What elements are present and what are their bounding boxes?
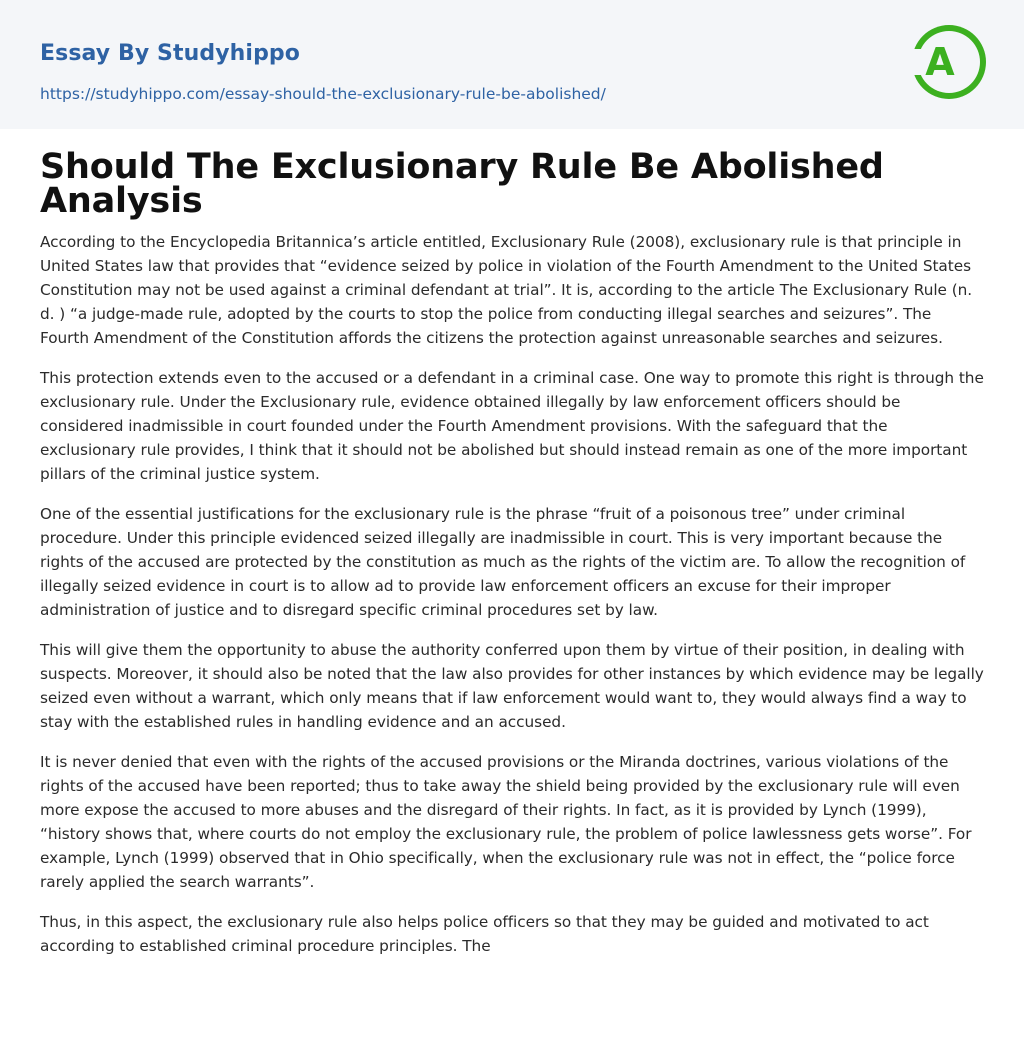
article-paragraph-4: This will give them the opportunity to abuse the authority conferred upon them by virtue of their position, in dealing with suspects. Moreover, it should also be noted that the law also provides for other instances by which evidence may be legally seized even without a warrant, which only means that if law enforcement would want to, they would always find a way to stay with the established rules in handling evidence and an accused.: [40, 641, 984, 731]
studyhippo-a-logo-icon[interactable]: [912, 19, 986, 105]
page-header: [0, 0, 1024, 129]
logo-letter: A: [925, 40, 955, 84]
article-paragraph-6: Thus, in this aspect, the exclusionary rule also helps police officers so that they may be guided and motivated to act according to established criminal procedure principles. The: [40, 913, 929, 955]
article-paragraph-1: According to the Encyclopedia Britannica’s article entitled, Exclusionary Rule (2008), exclusionary rule is that principle in United States law that provides that “evidence seized by police in violation of the Fourth Amendment to the United States Constitution may not be used against a criminal defendant at trial”. It is, according to the article The Exclusionary Rule (n. d. ) “a judge-made rule, adopted by the courts to stop the police from conducting illegal searches and seizures”. The Fourth Amendment of the Constitution affords the citizens the protection against unreasonable searches and seizures.: [40, 233, 973, 347]
article-paragraph-3: One of the essential justifications for the exclusionary rule is the phrase “fruit of a poisonous tree” under criminal procedure. Under this principle evidenced seized illegally are inadmissible in court. This is very important because the rights of the accused are protected by the constitution as much as the rights of the victim are. To allow the recognition of illegally seized evidence in court is to allow ad to provide law enforcement officers an excuse for their improper administration of justice and to disregard specific criminal procedures set by law.: [40, 505, 966, 619]
article-content: [40, 147, 984, 958]
article-paragraph-5: It is never denied that even with the rights of the accused provisions or the Miranda doctrines, various violations of the rights of the accused have been reported; thus to take away the shield being provided by the exclusionary rule will even more expose the accused to more abuses and the disregard of their rights. In fact, as it is provided by Lynch (1999), “history shows that, where courts do not employ the exclusionary rule, the problem of police lawlessness gets worse”. For example, Lynch (1999) observed that in Ohio specifically, when the exclusionary rule was not in effect, the “police force rarely applied the search warrants”.: [40, 753, 972, 891]
source-url-link[interactable]: https://studyhippo.com/essay-should-the-exclusionary-rule-be-abolished/: [40, 85, 606, 103]
site-brand[interactable]: Essay By Studyhippo: [40, 41, 300, 66]
article-paragraph-2: This protection extends even to the accused or a defendant in a criminal case. One way to promote this right is through the exclusionary rule. Under the Exclusionary rule, evidence obtained illegally by law enforcement officers should be considered inadmissible in court founded under the Fourth Amendment provisions. With the safeguard that the exclusionary rule provides, I think that it should not be abolished but should instead remain as one of the more important pillars of the criminal justice system.: [40, 369, 984, 483]
article-title: Should The Exclusionary Rule Be Abolished Analysis: [40, 147, 884, 221]
